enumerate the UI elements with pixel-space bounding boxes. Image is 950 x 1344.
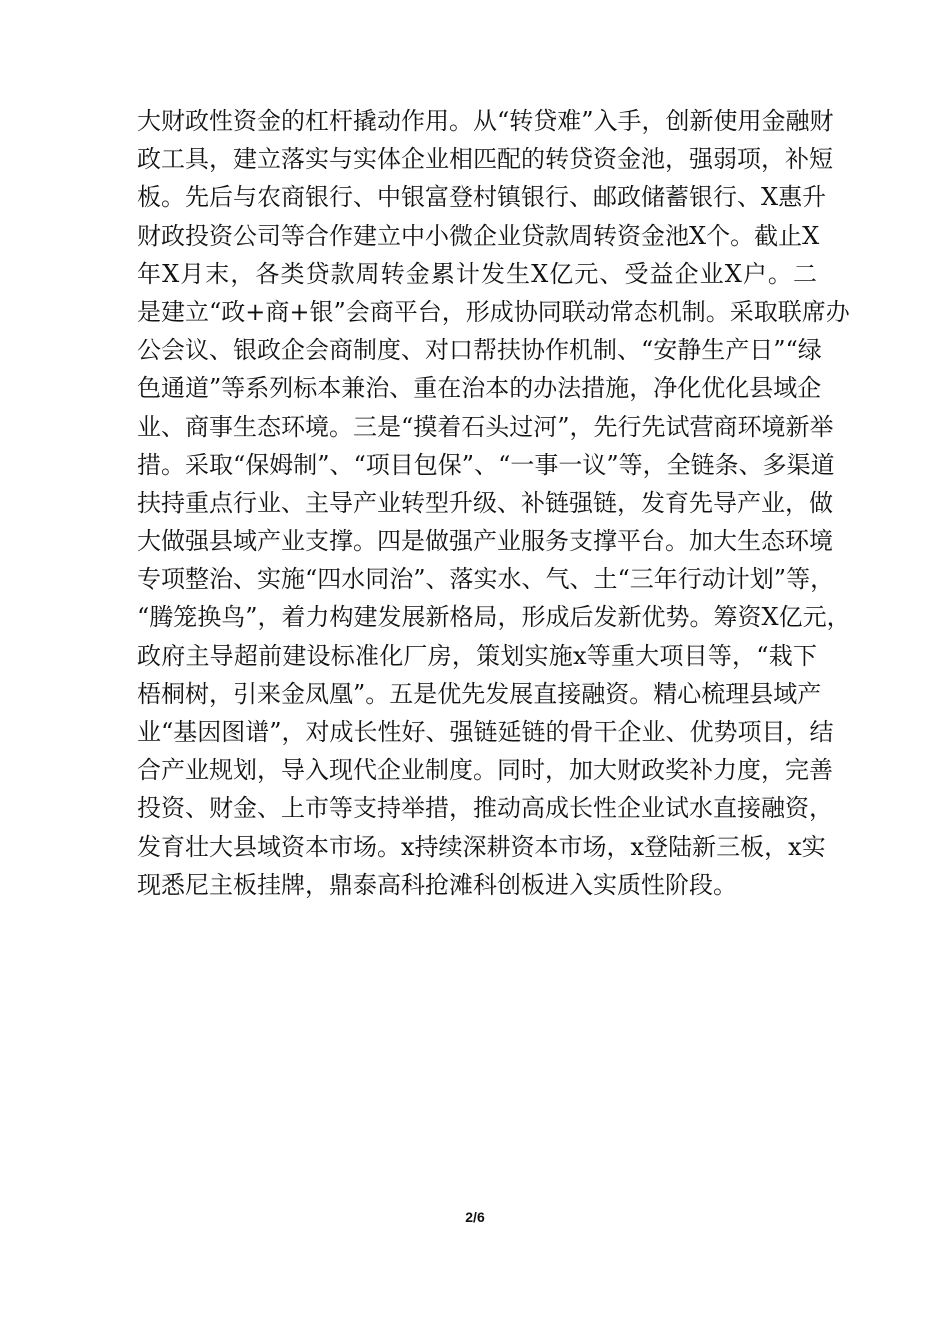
body-paragraph bbox=[137, 102, 851, 904]
paragraph-line: 现悉尼主板挂牌，鼎泰高科抢滩科创板进入实质性阶段。 bbox=[137, 870, 737, 899]
paragraph-line: 专项整治、实施“四水同治”、落实水、气、土“三年行动计划”等， bbox=[137, 565, 835, 594]
paragraph-line: 财政投资公司等合作建立中小微企业贷款周转资金池X个。截止X bbox=[137, 221, 820, 250]
paragraph-line: 业、商事生态环境。三是“摸着石头过河”，先行先试营商环境新举 bbox=[137, 412, 834, 441]
paragraph-line: 大财政性资金的杠杆撬动作用。从“转贷难”入手，创新使用金融财 bbox=[137, 107, 834, 135]
paragraph-line: 色通道”等系列标本兼治、重在治本的办法措施，净化优化县域企 bbox=[137, 374, 822, 403]
paragraph-line: 业“基因图谱”，对成长性好、强链延链的骨干企业、优势项目，结 bbox=[137, 718, 834, 746]
paragraph-line: 是建立“政+商+银”会商平台，形成协同联动常态机制。采取联席办 bbox=[137, 297, 850, 326]
paragraph-line: 年X月末，各类贷款周转金累计发生X亿元、受益企业X户。二 bbox=[137, 259, 817, 288]
paragraph-line: 政府主导超前建设标准化厂房，策划实施x等重大项目等，“栽下 bbox=[137, 641, 817, 670]
paragraph-line: 公会议、银政企会商制度、对口帮扶协作机制、“安静生产日”“绿 bbox=[137, 336, 822, 365]
paragraph-line: 板。先后与农商银行、中银富登村镇银行、邮政储蓄银行、X惠升 bbox=[137, 183, 827, 212]
paragraph-line: 大做强县域产业支撑。四是做强产业服务支撑平台。加大生态环境 bbox=[137, 527, 833, 556]
paragraph-line: 扶持重点行业、主导产业转型升级、补链强链，发育先导产业，做 bbox=[137, 488, 833, 517]
paragraph-line: 发育壮大县域资本市场。x持续深耕资本市场，x登陆新三板，x实 bbox=[137, 832, 826, 861]
paragraph-line: 措。采取“保姆制”、“项目包保”、“一事一议”等，全链条、多渠道 bbox=[137, 450, 835, 479]
paragraph-line: 政工具，建立落实与实体企业相匹配的转贷资金池，强弱项，补短 bbox=[137, 145, 833, 174]
paragraph-line: 梧桐树，引来金凤凰”。五是优先发展直接融资。精心梳理县域产 bbox=[137, 679, 822, 708]
paragraph-line: “腾笼换鸟”，着力构建发展新格局，形成后发新优势。筹资X亿元， bbox=[137, 603, 851, 632]
paragraph-line: 投资、财金、上市等支持举措，推动高成长性企业试水直接融资， bbox=[137, 794, 833, 823]
paragraph-line: 合产业规划，导入现代企业制度。同时，加大财政奖补力度，完善 bbox=[137, 756, 833, 785]
page-number: 2/6 bbox=[465, 1209, 485, 1225]
